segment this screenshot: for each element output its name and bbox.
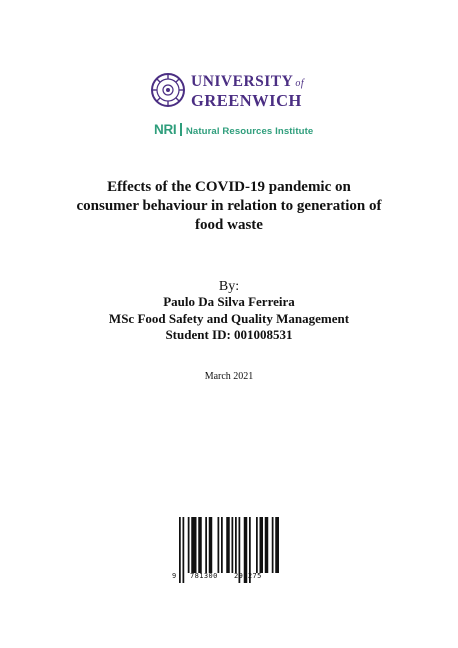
barcode-bar [235, 517, 237, 573]
by-label: By: [218, 279, 240, 294]
author-block [0, 294, 458, 344]
barcode [171, 515, 279, 585]
nri-divider [180, 123, 182, 136]
barcode-bar [209, 517, 213, 573]
barcode-bar [272, 517, 274, 573]
barcode-bar [205, 517, 207, 573]
barcode-bar [256, 517, 258, 573]
university-name-line2: GREENWICH [191, 91, 302, 110]
university-name-line1: UNIVERSITY of [191, 73, 305, 90]
barcode-bar [275, 517, 279, 573]
student-id: Student ID: 001008531 [165, 327, 293, 342]
barcode-bar [179, 517, 181, 583]
barcode-bar [226, 517, 230, 573]
barcode-bar [221, 517, 223, 573]
nri-abbreviation: NRI [154, 122, 177, 137]
nri-full-name: Natural Resources Institute [185, 126, 314, 137]
barcode-bar [198, 517, 202, 573]
university-logo [131, 58, 327, 154]
barcode-bar [260, 517, 264, 573]
nri-logo [154, 122, 313, 137]
barcode-first-digit: 9 [172, 572, 177, 580]
document-title [30, 178, 428, 235]
submission-date: March 2021 [204, 371, 254, 382]
barcode-bar [191, 517, 196, 573]
barcode-bar [183, 517, 185, 583]
title-line-2: consumer behaviour in relation to generation of [76, 198, 382, 214]
barcode-bar [232, 517, 234, 573]
barcode-bar [265, 517, 269, 573]
university-seal-icon [150, 72, 186, 108]
title-line-3: food waste [195, 217, 263, 233]
barcode-bar [188, 517, 190, 573]
author-name: Paulo Da Silva Ferreira [163, 294, 295, 309]
barcode-left-digits: 781300 [190, 572, 218, 580]
title-line-1: Effects of the COVID-19 pandemic on [107, 179, 351, 195]
programme-name: MSc Food Safety and Quality Management [108, 310, 350, 326]
barcode-bar [218, 517, 220, 573]
barcode-right-digits: 291275 [234, 572, 262, 580]
